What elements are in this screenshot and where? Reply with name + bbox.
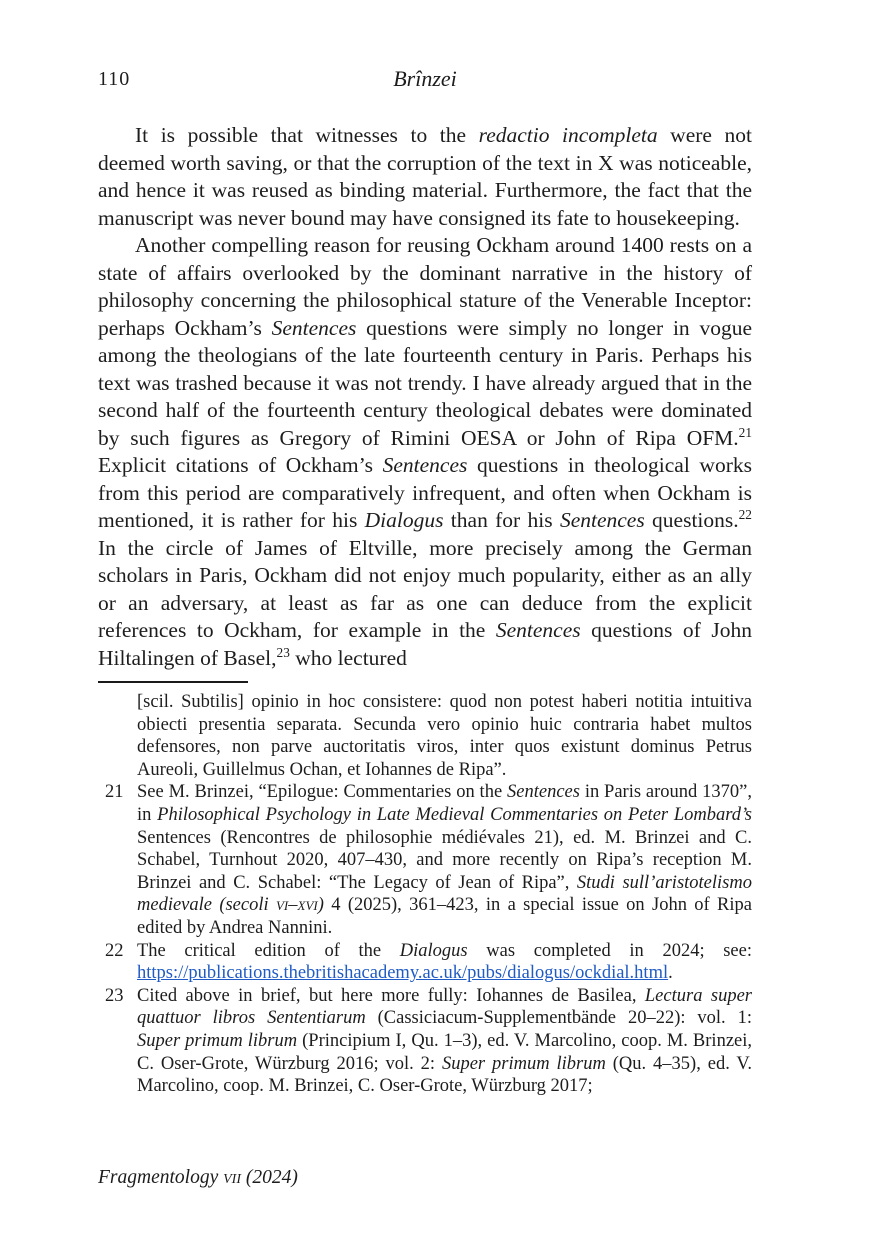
footnote <box>98 985 752 1098</box>
text-run: Sentences <box>382 453 468 477</box>
text-run: Lectura super quattuor libros Sententiarum <box>137 985 752 1029</box>
footnote-number: 23 <box>105 985 124 1006</box>
footnote <box>98 781 752 939</box>
text-run: Sentences <box>559 508 645 532</box>
text-run: Super primum librum <box>137 1030 298 1051</box>
footnote-number <box>98 691 137 781</box>
text-run: Sentences <box>271 315 357 340</box>
footnote-number: 21 <box>105 782 124 803</box>
footnote-marker: 22 <box>738 506 752 522</box>
text-run: Studi sull’aristotelismo medievale (secoli <box>137 872 752 916</box>
text-run: Super primum librum <box>441 1053 606 1074</box>
footnote <box>98 691 752 781</box>
text-run: redactio incompleta <box>478 123 658 147</box>
page-number: 110 <box>98 68 131 90</box>
text-run: Sentences <box>495 618 581 642</box>
text-run: Dialogus <box>364 508 444 532</box>
text-run: Philosophical Psychology in Late Medieval Commentaries on Peter Lombard’s <box>157 804 752 825</box>
footnote-number: 22 <box>105 940 124 961</box>
footnote <box>98 940 752 985</box>
footnote-text: Cited above in brief, but here more fully: Iohannes de Basilea, Lectura super quattuor libros Sententiarum (Cassiciacum-Supplementbände 20–22): vol. 1: Super primum librum (Principium I, Qu. 1–3), ed. V. Marcolino, coop. M. Brinzei, C. Oser-Grote, Würzburg 2016; vol. 2: Super primum librum (Qu. 4–35), ed. V. Marcolino, coop. M. Brinzei, C. Oser-Grote, Würzburg 2017; <box>137 985 753 1097</box>
text-run: ) <box>317 895 324 916</box>
page-header <box>98 66 752 96</box>
running-head: Brînzei <box>393 66 457 91</box>
text-run: Sentences <box>507 782 580 803</box>
footnote-separator <box>98 681 248 683</box>
footnote-text: See M. Brinzei, “Epilogue: Commentaries on the Sentences in Paris around 1370”, in Philosophical Psychology in Late Medieval Commentaries on Peter Lombard’s Sentences (Rencontres de philosophie médiévales 21), ed. M. Brinzei and C. Schabel, Turnhout 2020, 407–430, and more recently on Ripa’s reception M. Brinzei and C. Schabel: “The Legacy of Jean of Ripa”, Studi sull’aristotelismo medievale (secoli vi–xvi) 4 (2025), 361–423, in a special issue on John of Ripa edited by Andrea Nannini. <box>137 782 752 938</box>
body-paragraph: Another compelling reason for reusing Ockham around 1400 rests on a state of affairs overlooked by the dominant narrative in the history of philosophy concerning the philosophical stature of the Venerable Inceptor: perhaps Ockham’s Sentences questions were simply no longer in vogue among the theologians of the late fourteenth century in Paris. Perhaps his text was trashed because it was not trendy. I have already argued that in the second half of the fourteenth century theological debates were dominated by such figures as Gregory of Rimini OESA or John of Ripa OFM.$^{21}$ Explicit citations of Ockham’s Sentences questions in theological works from this period are comparatively infrequent, and often when Ockham is mentioned, it is rather for his Dialogus than for his Sentences questions.$^{22}$ In the circle of James of Eltville, more precisely among the German scholars in Paris, Ockham did not enjoy much popularity, either as an ally or an adversary, at least as far as one can deduce from the explicit references to Ockham, for example in the Sentences questions of John Hiltalingen of Basel,$^{23}$ who lectured <box>98 233 752 670</box>
text-run: Dialogus <box>399 940 468 961</box>
text-run: vii <box>223 1167 241 1188</box>
journal-footer: Fragmentology vii (2024) <box>98 1167 298 1188</box>
footnotes <box>98 691 752 1098</box>
text-run: vi–xvi <box>275 895 318 916</box>
hyperlink[interactable]: https://publications.thebritishacademy.ac.uk/pubs/dialogus/ockdial.html <box>137 963 669 984</box>
footnote-text: The critical edition of the Dialogus was completed in 2024; see: https://publications.thebritishacademy.ac.uk/pubs/dialogus/ockdial.html. <box>137 940 752 984</box>
footnote-marker: 21 <box>738 424 752 440</box>
body-text <box>98 122 752 672</box>
footnote-text: [scil. Subtilis] opinio in hoc consistere: quod non potest haberi notitia intuitiva obiecti presentia separata. Secunda vero opinio huic contraria habet multos defensores, non parve auctoritatis viros, inter quos existunt dominus Petrus Aureoli, Guillelmus Ochan, et Iohannes de Ripa”. <box>137 692 752 780</box>
body-paragraph: It is possible that witnesses to the redactio incompleta were not deemed worth saving, or that the corruption of the text in X was noticeable, and hence it was reused as binding material. Furthermore, the fact that the manuscript was never bound may have consigned its fate to housekeeping. <box>98 123 752 230</box>
footnote-marker: 23 <box>276 644 290 660</box>
